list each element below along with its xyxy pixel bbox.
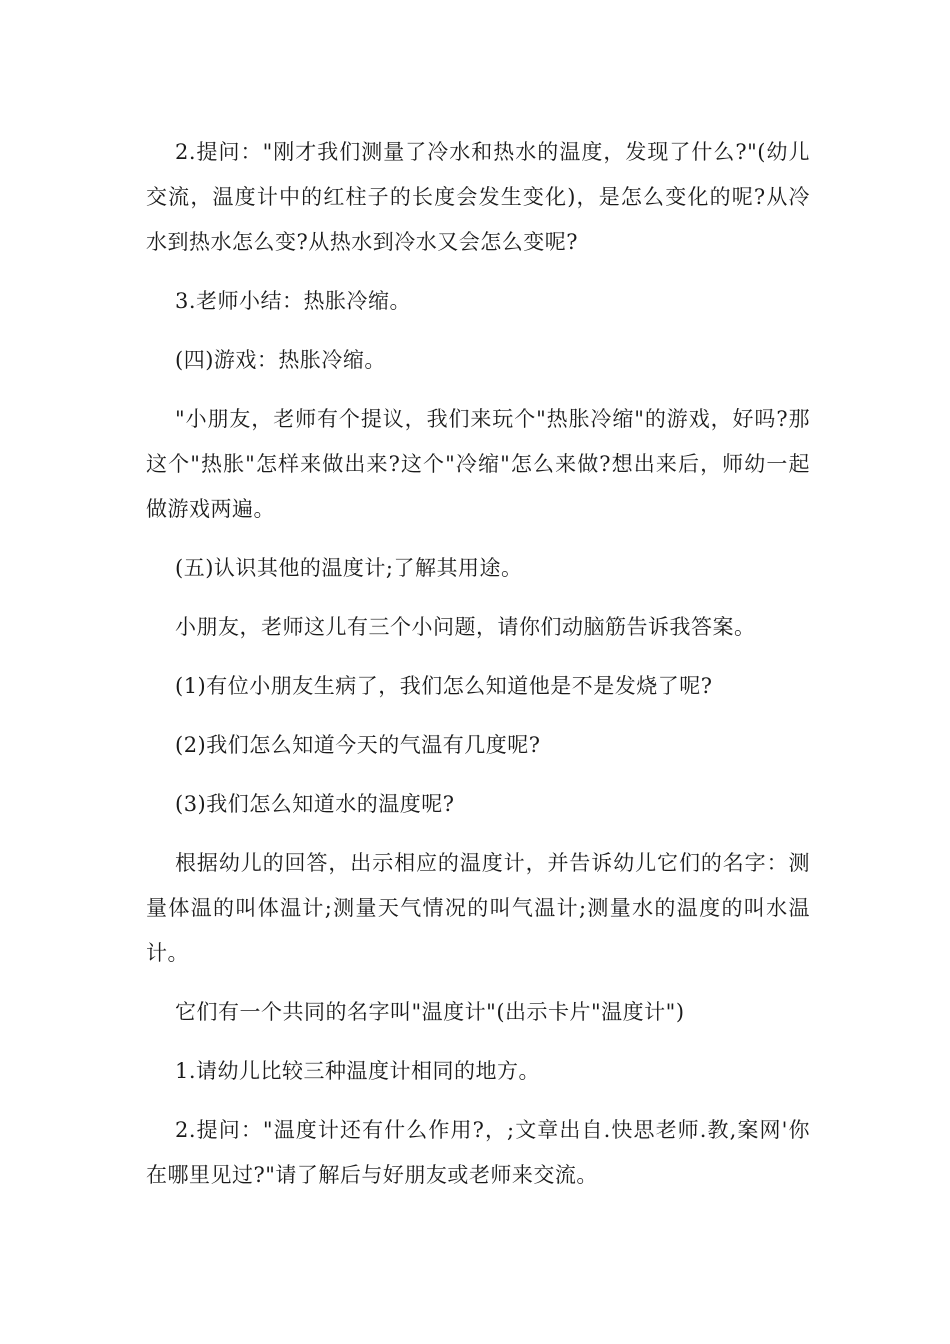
paragraph-common-name: 它们有一个共同的名字叫"温度计"(出示卡片"温度计") bbox=[175, 1000, 685, 1024]
paragraph-teacher-summary: 3.老师小结：热胀冷缩。 bbox=[175, 289, 412, 313]
paragraph-game-intro: "小朋友，老师有个提议，我们来玩个"热胀冷缩"的游戏，好吗?那这个"热胀"怎样来做出来?这个"冷缩"怎么来做?想出来后，师幼一起做游戏两遍。 bbox=[146, 407, 810, 521]
paragraph-question-temperature: 2.提问："刚才我们测量了冷水和热水的温度，发现了什么?"(幼儿交流，温度计中的红柱子的长度会发生变化)，是怎么变化的呢?从冷水到热水怎么变?从热水到冷水又会怎么变呢? bbox=[146, 140, 810, 254]
list-item-question-1: (1)有位小朋友生病了，我们怎么知道他是不是发烧了呢? bbox=[175, 674, 713, 698]
list-item-compare: 1.请幼儿比较三种温度计相同的地方。 bbox=[175, 1059, 541, 1083]
document-page bbox=[146, 130, 810, 1198]
section-heading-game: (四)游戏：热胀冷缩。 bbox=[175, 348, 386, 372]
paragraph-three-questions: 小朋友，老师这儿有三个小问题，请你们动脑筋告诉我答案。 bbox=[175, 615, 756, 639]
paragraph-thermometer-names: 根据幼儿的回答，出示相应的温度计，并告诉幼儿它们的名字：测量体温的叫体温计;测量天气情况的叫气温计;测量水的温度的叫水温计。 bbox=[146, 851, 810, 965]
paragraph-question-usage: 2.提问："温度计还有什么作用?，;文章出自.快思老师.教,案网'你在哪里见过?"请了解后与好朋友或老师来交流。 bbox=[146, 1118, 810, 1187]
list-item-question-2: (2)我们怎么知道今天的气温有几度呢? bbox=[175, 733, 541, 757]
section-heading-other-thermometers: (五)认识其他的温度计;了解其用途。 bbox=[175, 556, 523, 580]
list-item-question-3: (3)我们怎么知道水的温度呢? bbox=[175, 792, 455, 816]
